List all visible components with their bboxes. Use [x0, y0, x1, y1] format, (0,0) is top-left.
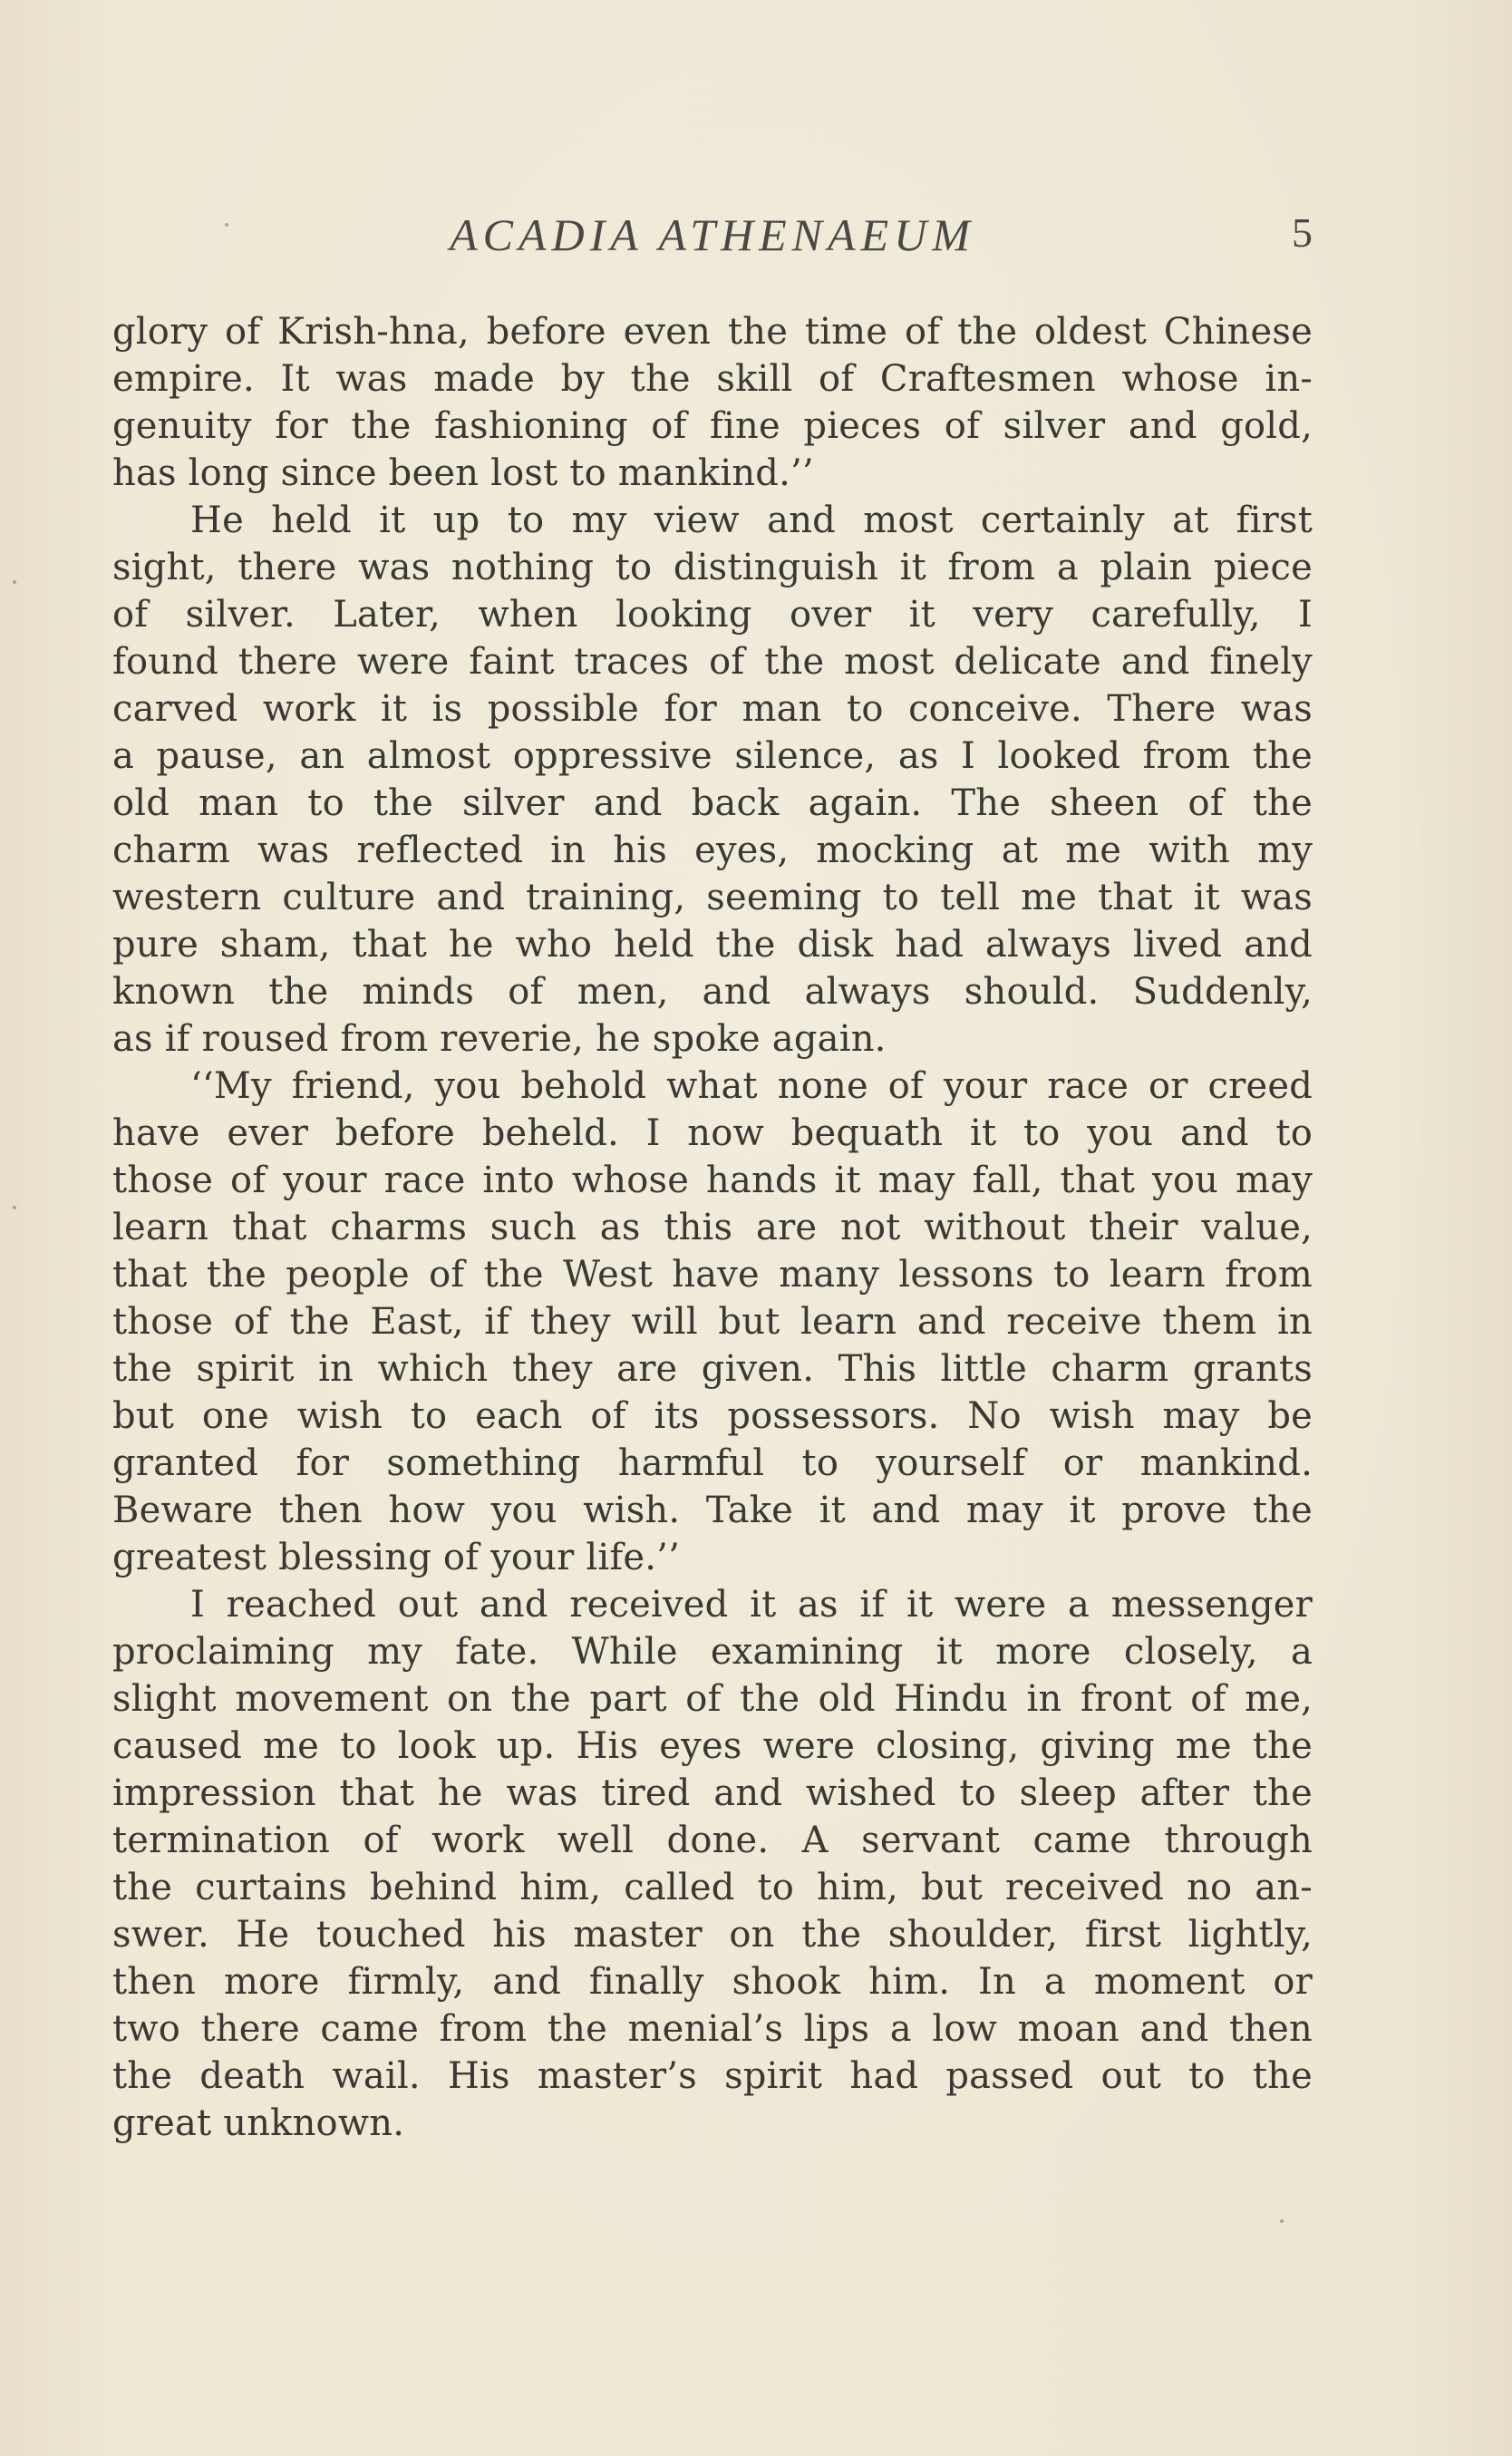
- text-line: greatest blessing of your life.’’: [112, 1537, 680, 1578]
- text-line: known the minds of men, and always should. Suddenly,: [112, 971, 1313, 1013]
- text-line: two there came from the menial’s lips a low moan and then: [112, 2008, 1313, 2050]
- text-line: those of your race into whose hands it may fall, that you may: [112, 1160, 1313, 1201]
- text-line: the death wail. His master’s spirit had passed out to the: [112, 2055, 1313, 2097]
- text-line: genuity for the fashioning of fine pieces of silver and gold,: [112, 405, 1313, 447]
- text-line: Beware then how you wish. Take it and may it prove the: [112, 1490, 1313, 1531]
- text-line: old man to the silver and back again. The sheen of the: [112, 782, 1313, 824]
- text-line: caused me to look up. His eyes were closing, giving me the: [112, 1725, 1313, 1767]
- text-line: learn that charms such as this are not without their value,: [112, 1207, 1313, 1248]
- text-line: granted for something harmful to yourself or mankind.: [112, 1442, 1313, 1484]
- text-line: the curtains behind him, called to him, but received no an-: [112, 1867, 1313, 1908]
- text-line: the spirit in which they are given. This little charm grants: [112, 1348, 1313, 1390]
- running-title: ACADIA ATHENAEUM: [450, 209, 975, 260]
- paragraph-container: [112, 308, 1313, 2147]
- text-line: has long since been lost to mankind.’’: [112, 452, 814, 494]
- text-line: great unknown.: [112, 2102, 405, 2144]
- running-head: [112, 209, 1313, 272]
- text-line: pure sham, that he who held the disk had always lived and: [112, 924, 1313, 966]
- text-line: then more firmly, and finally shook him. In a moment or: [112, 1961, 1313, 2003]
- text-line: I reached out and received it as if it were a messenger: [190, 1584, 1313, 1626]
- text-line: proclaiming my fate. While examining it more closely, a: [112, 1631, 1313, 1673]
- text-line: carved work it is possible for man to conceive. There was: [112, 688, 1313, 730]
- print-speck: [225, 223, 228, 227]
- text-line: but one wish to each of its possessors. No wish may be: [112, 1395, 1313, 1437]
- text-line: that the people of the West have many lessons to learn from: [112, 1254, 1313, 1296]
- text-line: those of the East, if they will but learn and receive them in: [112, 1301, 1313, 1343]
- text-line: sight, there was nothing to distinguish it from a plain piece: [112, 547, 1313, 588]
- text-line: impression that he was tired and wished to sleep after the: [112, 1772, 1313, 1814]
- text-line: empire. It was made by the skill of Craftesmen whose in-: [112, 358, 1313, 400]
- text-line: swer. He touched his master on the shoulder, first lightly,: [112, 1914, 1313, 1956]
- paragraph: [112, 308, 1313, 497]
- body-text: [112, 308, 1313, 2147]
- text-line: as if roused from reverie, he spoke again.: [112, 1018, 887, 1060]
- paragraph: [112, 497, 1313, 1063]
- paragraph: [112, 1063, 1313, 1581]
- text-line: ‘‘My friend, you behold what none of your race or creed: [190, 1065, 1313, 1107]
- text-line: of silver. Later, when looking over it very carefully, I: [112, 594, 1313, 636]
- text-line: slight movement on the part of the old Hindu in front of me,: [112, 1678, 1313, 1720]
- text-line: have ever before beheld. I now bequath it to you and to: [112, 1112, 1313, 1154]
- text-line: charm was reflected in his eyes, mocking at me with my: [112, 830, 1313, 871]
- text-line: western culture and training, seeming to tell me that it was: [112, 877, 1313, 918]
- text-line: found there were faint traces of the most delicate and finely: [112, 641, 1313, 683]
- text-line: He held it up to my view and most certainly at first: [190, 500, 1313, 541]
- page-number: 5: [1292, 209, 1313, 256]
- print-speck: [1280, 2219, 1284, 2223]
- text-line: a pause, an almost oppressive silence, as I looked from the: [112, 735, 1313, 777]
- text-line: termination of work well done. A servant came through: [112, 1820, 1313, 1861]
- text-line: glory of Krish-hna, before even the time of the oldest Chinese: [112, 311, 1313, 353]
- paragraph: [112, 1581, 1313, 2147]
- print-speck: [13, 580, 16, 584]
- print-speck: [13, 1206, 16, 1209]
